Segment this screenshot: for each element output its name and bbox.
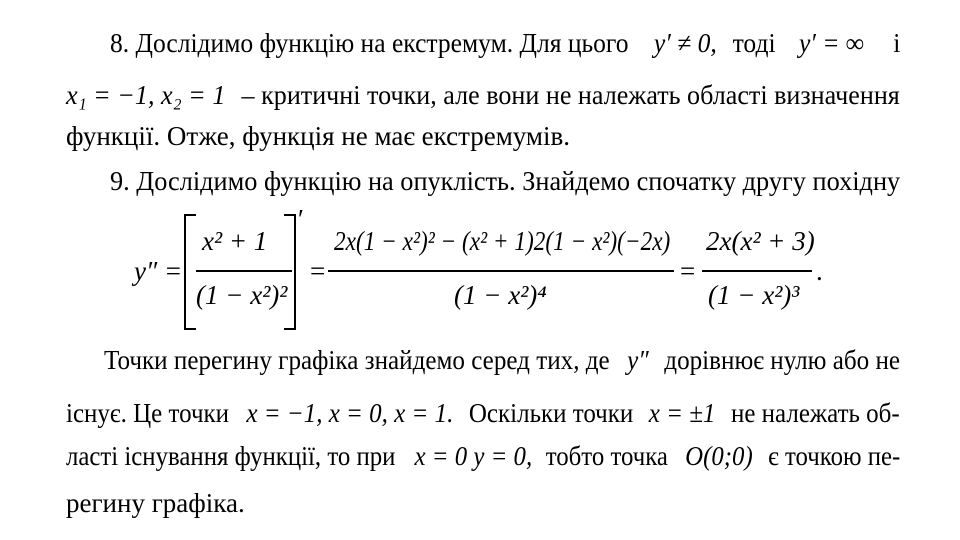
bracket-fraction-bar (196, 270, 292, 272)
p9-line1-text: 9. Дослідимо функцію на опуклість. Знайдемо спочатку другу похідну (110, 166, 901, 196)
formula-prime: ′ (298, 204, 304, 234)
middle-numerator: 2x(1 − x²)² − (x² + 1)2(1 − x²)(−2x) (334, 226, 671, 256)
bracket-numerator: x² + 1 (202, 226, 268, 256)
right-square-bracket (284, 214, 296, 330)
second-derivative-formula (130, 204, 830, 336)
p8-line1-math1: y′ ≠ 0, (653, 28, 717, 58)
right-fraction-bar (702, 270, 812, 272)
p10-line2 (66, 398, 900, 428)
p8-line1-math2: y′ = ∞ (798, 28, 865, 58)
p10-line4-text: регину графіка. (66, 488, 245, 518)
p8-line1-text: 8. Дослідимо функцію на екстремум. Для цього (110, 28, 629, 58)
p10-line2-math2: x = ±1 (648, 398, 716, 428)
p9-line1 (110, 166, 900, 196)
p10-line4 (66, 488, 245, 518)
p10-line3-text-a: ласті існування функції, то при (66, 441, 396, 471)
p10-line1-end: дорівнює нулю або не (664, 345, 901, 375)
p10-line2-math: x = −1, x = 0, x = 1. (246, 398, 454, 428)
p10-line3-text-b: тобто точка (545, 441, 668, 471)
right-denominator: (1 − x²)³ (708, 280, 800, 310)
p10-line3-math: x = 0 y = 0, (414, 441, 533, 471)
right-numerator: 2x(x² + 3) (706, 226, 815, 256)
left-square-bracket (184, 214, 196, 330)
formula-equals-1: = (310, 256, 326, 286)
p8-line1-mid: тоді (732, 28, 776, 58)
p10-line1-math: y″ (627, 345, 649, 375)
p10-line2-text-c: не належать об- (730, 398, 900, 428)
p8-line2 (66, 80, 900, 110)
p8-line1-end: і (893, 28, 901, 58)
p8-line3 (66, 121, 570, 151)
bracket-denominator: (1 − x²)² (196, 280, 288, 310)
formula-end-period: . (816, 256, 823, 286)
p10-line2-text-b: Оскільки точки (468, 398, 634, 428)
p10-line1-text: Точки перегину графіка знайдемо серед тих, де (104, 345, 610, 375)
p8-line2-math: x₁ = −1, x₂ = 1 (66, 80, 226, 110)
p8-line1 (110, 28, 900, 58)
p10-line3-text-c: є точкою пе- (768, 441, 901, 471)
middle-fraction-bar (328, 270, 674, 272)
p8-line3-text: функції. Отже, функція не має екстремумів. (66, 121, 571, 151)
middle-denominator: (1 − x²)⁴ (454, 280, 547, 310)
formula-lhs: y″ = (134, 256, 183, 286)
p10-line1 (104, 345, 900, 375)
p8-line2-text: – критичні точки, але вони не належать області визначення (241, 80, 900, 110)
p10-line3-math2: O(0;0) (685, 441, 753, 471)
p10-line3 (66, 441, 900, 471)
p10-line2-text-a: існує. Це точки (66, 398, 230, 428)
formula-equals-2: = (680, 256, 696, 286)
